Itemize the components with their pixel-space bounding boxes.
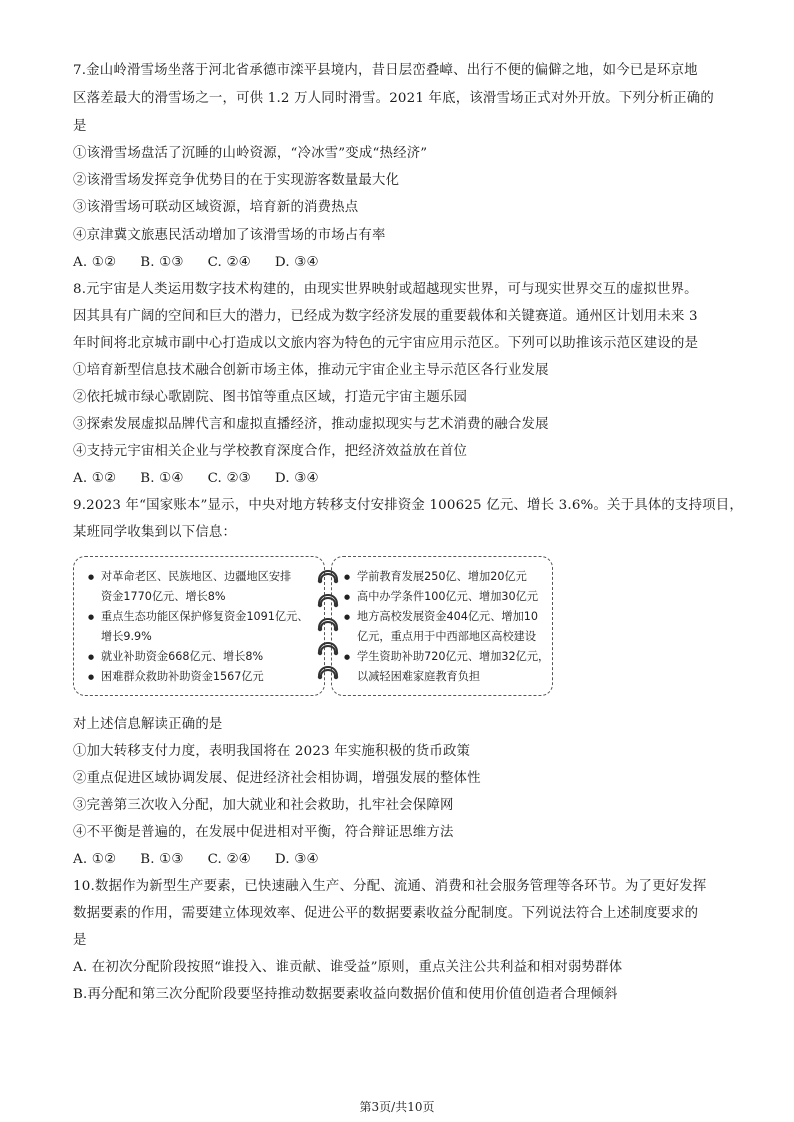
q9-left-item-2: ● 重点生态功能区保护修复资金1091亿元、 bbox=[88, 607, 318, 627]
q7-stem-line-3: 是 bbox=[73, 119, 87, 134]
q9-info-panel-right bbox=[331, 556, 553, 696]
q7-option-b: B. ①③ bbox=[140, 255, 184, 270]
q7-option-a: A. ①② bbox=[73, 255, 117, 270]
q9-right-item-4: ● 学生资助补助720亿元、增加32亿元， bbox=[344, 647, 548, 667]
q8-option-d: D. ③④ bbox=[274, 471, 319, 486]
q9-option-b: B. ①③ bbox=[140, 852, 184, 867]
q9-stem-line-1: 9.2023 年“国家账本”显示，中央对地方转移支付安排资金 100625 亿元、增长 3.6%。关于具体的支持项目， bbox=[73, 498, 743, 513]
q8-option-b: B. ①④ bbox=[140, 471, 184, 486]
q8-option-c: C. ②③ bbox=[207, 471, 251, 486]
q8-option-a: A. ①② bbox=[73, 471, 117, 486]
q9-left-item-1: ● 对革命老区、民族地区、边疆地区安排 bbox=[88, 567, 318, 587]
q7-stem-line-1: 7.金山岭滑雪场坐落于河北省承德市滦平县境内，昔日层峦叠嶂、出行不便的偏僻之地，如今已是环京地 bbox=[73, 63, 698, 78]
q9-statement-3: ③完善第三次收入分配，加大就业和社会救助，扎牢社会保障网 bbox=[73, 798, 454, 813]
q9-prompt: 对上述信息解读正确的是 bbox=[73, 717, 223, 732]
q9-option-a: A. ①② bbox=[73, 852, 117, 867]
q9-options bbox=[73, 850, 721, 870]
q10-stem-line-3: 是 bbox=[73, 933, 87, 948]
q7-statement-2: ②该滑雪场发挥竞争优势目的在于实现游客数量最大化 bbox=[73, 173, 400, 188]
q7-statement-4: ④京津冀文旅惠民活动增加了该滑雪场的市场占有率 bbox=[73, 228, 386, 243]
q9-right-item-4-cont: 以减轻困难家庭教育负担 bbox=[357, 670, 481, 683]
q8-statement-2: ②依托城市绿心歌剧院、图书馆等重点区域，打造元宇宙主题乐园 bbox=[73, 390, 468, 405]
q9-statement-1: ①加大转移支付力度，表明我国将在 2023 年实施积极的货币政策 bbox=[73, 744, 471, 759]
q7-options bbox=[73, 253, 721, 273]
q9-right-item-3: ● 地方高校发展资金404亿元、增加10 bbox=[344, 607, 548, 627]
q8-options bbox=[73, 469, 721, 489]
q8-statement-1: ①培育新型信息技术融合创新市场主体，推动元宇宙企业主导示范区各行业发展 bbox=[73, 363, 549, 378]
q9-right-item-1: ● 学前教育发展250亿、增加20亿元 bbox=[344, 567, 548, 587]
q8-stem-line-2: 因其具有广阔的空间和巨大的潜力，已经成为数字经济发展的重要载体和关键赛道。通州区计划用未来 3 bbox=[73, 309, 698, 324]
q7-statement-1: ①该滑雪场盘活了沉睡的山岭资源，“冷冰雪”变成“热经济” bbox=[73, 146, 428, 161]
q9-left-item-3: ● 就业补助资金668亿元、增长8% bbox=[88, 647, 318, 667]
q10-stem-line-1: 10.数据作为新型生产要素，已快速融入生产、分配、流通、消费和社会服务管理等各环节。为了更好发挥 bbox=[73, 879, 707, 894]
q7-statement-3: ③该滑雪场可联动区域资源，培育新的消费热点 bbox=[73, 200, 359, 215]
q8-statement-3: ③探索发展虚拟品牌代言和虚拟直播经济，推动虚拟现实与艺术消费的融合发展 bbox=[73, 417, 549, 432]
page-number: 第3页/共10页 bbox=[359, 1100, 435, 1114]
q9-right-item-2: ● 高中办学条件100亿元、增加30亿元 bbox=[344, 587, 548, 607]
q9-statement-2: ②重点促进区域协调发展、促进经济社会相协调，增强发展的整体性 bbox=[73, 771, 481, 786]
q7-stem-line-2: 区落差最大的滑雪场之一，可供 1.2 万人同时滑雪。2021 年底，该滑雪场正式对外开放。下列分析正确的 bbox=[73, 91, 714, 106]
q9-left-item-4: ● 困难群众救助补助资金1567亿元 bbox=[88, 667, 318, 687]
q9-option-d: D. ③④ bbox=[274, 852, 319, 867]
binder-rings-icon bbox=[315, 564, 341, 688]
q8-stem-line-3: 年时间将北京城市副中心打造成以文旅内容为特色的元宇宙应用示范区。下列可以助推该示范区建设的是 bbox=[73, 336, 699, 351]
q10-choice-a: A. 在初次分配阶段按照“谁投入、谁贡献、谁受益”原则，重点关注公共利益和相对弱势群体 bbox=[73, 960, 623, 975]
q9-left-item-1-cont: 资金1770亿元、增长8% bbox=[101, 590, 226, 603]
q9-option-c: C. ②④ bbox=[207, 852, 251, 867]
q9-left-item-2-cont: 增长9.9% bbox=[101, 630, 152, 643]
q7-option-d: D. ③④ bbox=[274, 255, 319, 270]
q9-info-figure bbox=[73, 556, 555, 698]
q9-info-panel-left bbox=[73, 556, 325, 696]
q7-option-c: C. ②④ bbox=[207, 255, 251, 270]
q8-statement-4: ④支持元宇宙相关企业与学校教育深度合作，把经济效益放在首位 bbox=[73, 444, 468, 459]
q9-right-item-3-cont: 亿元，重点用于中西部地区高校建设 bbox=[357, 630, 537, 643]
q10-choice-b: B.再分配和第三次分配阶段要坚持推动数据要素收益向数据价值和使用价值创造者合理倾斜 bbox=[73, 987, 618, 1002]
q9-stem-line-2: 某班同学收集到以下信息： bbox=[73, 525, 237, 540]
q9-statement-4: ④不平衡是普遍的，在发展中促进相对平衡，符合辩证思维方法 bbox=[73, 825, 454, 840]
q8-stem-line-1: 8.元宇宙是人类运用数字技术构建的，由现实世界映射或超越现实世界，可与现实世界交互的虚拟世界。 bbox=[73, 282, 698, 297]
q10-stem-line-2: 数据要素的作用，需要建立体现效率、促进公平的数据要素收益分配制度。下列说法符合上述制度要求的 bbox=[73, 906, 699, 921]
